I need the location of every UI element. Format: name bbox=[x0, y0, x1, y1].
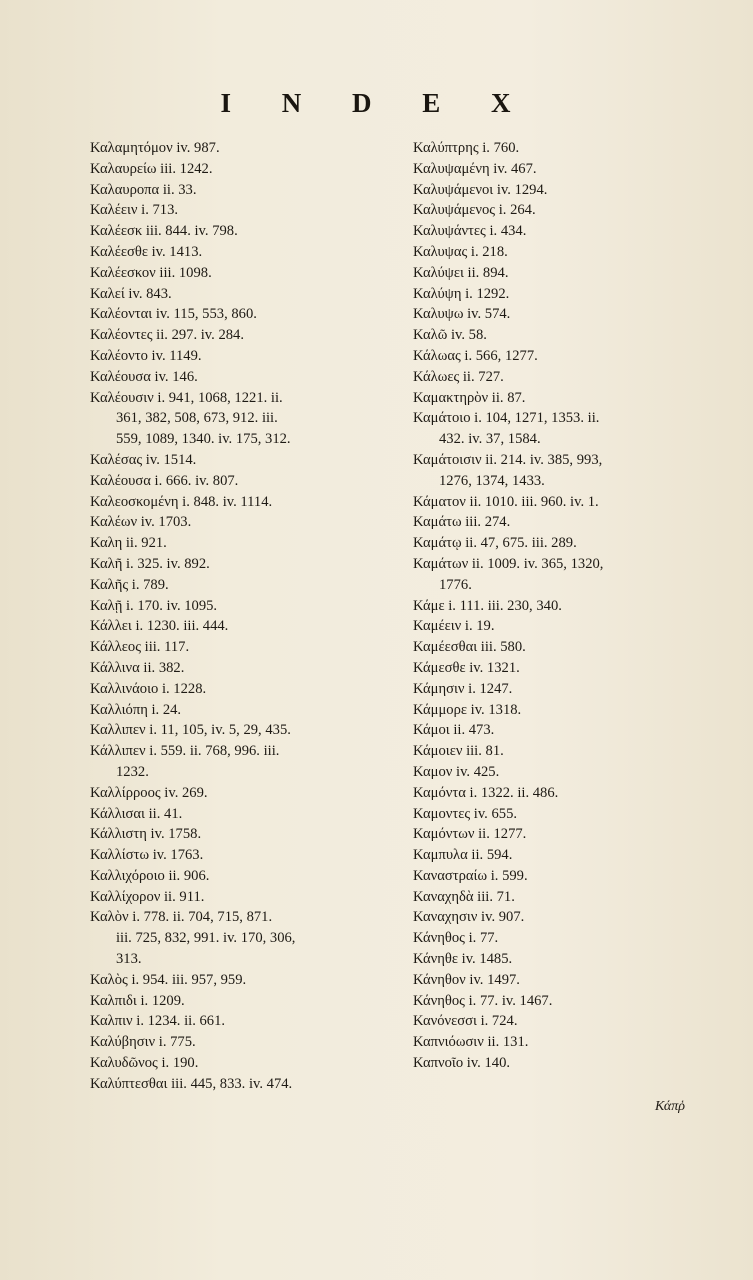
index-entry: Καμάτω iii. 274. bbox=[413, 514, 511, 531]
index-entry: Καλέεσκ iii. 844. iv. 798. bbox=[90, 223, 238, 240]
index-entry: Καλυψάντες i. 434. bbox=[413, 223, 527, 240]
index-entry: Καλύπτρης i. 760. bbox=[413, 140, 520, 156]
index-entry: Κανόνεσσι i. 724. bbox=[413, 1013, 518, 1030]
index-entry: Κάμμορε iv. 1318. bbox=[413, 701, 522, 718]
index-entry: Καλύψει ii. 894. bbox=[413, 264, 509, 281]
index-column-right bbox=[413, 138, 713, 1074]
index-entry: Καμάτοιο i. 104, 1271, 1353. ii. bbox=[413, 410, 600, 427]
index-entry: Καλυψάμενος i. 264. bbox=[413, 202, 536, 219]
index-entry: iii. 725, 832, 991. iv. 170, 306, bbox=[116, 930, 296, 947]
index-entry: Καλλίχορον ii. 911. bbox=[90, 888, 205, 905]
index-entry: Κάνηθε iv. 1485. bbox=[413, 951, 513, 968]
index-entry: Καλέεσκον iii. 1098. bbox=[90, 264, 212, 281]
index-column-left bbox=[90, 138, 390, 1095]
index-entry: Κάματον ii. 1010. iii. 960. iv. 1. bbox=[413, 493, 599, 510]
index-entry: Καμπυλα ii. 594. bbox=[413, 847, 513, 864]
index-entry: Καλέοντες ii. 297. iv. 284. bbox=[90, 327, 244, 344]
index-entry: Καμακτηρὸν ii. 87. bbox=[413, 389, 526, 406]
index-entry: Καλαυροπα ii. 33. bbox=[90, 181, 197, 198]
index-entry: Καμόντων ii. 1277. bbox=[413, 826, 527, 843]
index-entry: Καλὸν i. 778. ii. 704, 715, 871. bbox=[90, 909, 273, 926]
index-entry: Καλέων iv. 1703. bbox=[90, 514, 192, 531]
index-entry: Καλυδῶνος i. 190. bbox=[90, 1055, 199, 1072]
index-entry: Καλέειν i. 713. bbox=[90, 202, 179, 219]
index-entry: Κάλλιπεν i. 559. ii. 768, 996. iii. bbox=[90, 743, 280, 760]
index-entry: Καλῶ iv. 58. bbox=[413, 327, 487, 344]
index-entry: Κάμοιεν iii. 81. bbox=[413, 743, 504, 760]
index-entry: Καλλίστω iv. 1763. bbox=[90, 847, 204, 864]
index-entry: Κάμοι ii. 473. bbox=[413, 722, 495, 739]
index-entry: Καλλιχόροιο ii. 906. bbox=[90, 867, 210, 884]
index-entry: 432. iv. 37, 1584. bbox=[439, 431, 541, 448]
index-entry: Καμέεσθαι iii. 580. bbox=[413, 639, 526, 656]
index-entry: Κάλλει i. 1230. iii. 444. bbox=[90, 618, 229, 635]
index-entry: Καμάτῳ ii. 47, 675. iii. 289. bbox=[413, 535, 577, 552]
index-entry: 559, 1089, 1340. iv. 175, 312. bbox=[116, 431, 291, 448]
index-entry: Καλλίρροος iv. 269. bbox=[90, 784, 208, 801]
index-entry: Καλέουσα i. 666. iv. 807. bbox=[90, 472, 239, 489]
index-entry: Καλύψη i. 1292. bbox=[413, 285, 510, 302]
index-entry: Καλέουσα iv. 146. bbox=[90, 368, 198, 385]
index-entry: Καλαυρείω iii. 1242. bbox=[90, 160, 213, 177]
index-entry: Καλέεσθε iv. 1413. bbox=[90, 243, 203, 260]
index-entry: Καλυψαμένη iv. 467. bbox=[413, 160, 537, 177]
index-entry: Κάλλιστη iv. 1758. bbox=[90, 826, 202, 843]
index-entry: Κάμησιν i. 1247. bbox=[413, 680, 513, 697]
index-entry: Καλεοσκομένη i. 848. iv. 1114. bbox=[90, 493, 273, 510]
index-entry: Κάνηθον iv. 1497. bbox=[413, 971, 520, 988]
page-title: I N D E X bbox=[220, 88, 533, 118]
index-entry: Καλπιδι i. 1209. bbox=[90, 992, 185, 1009]
index-entry: Καλλιόπη i. 24. bbox=[90, 701, 182, 718]
index-entry: Καλῆς i. 789. bbox=[90, 576, 169, 593]
index-entry: Καλαμητόμον iv. 987. bbox=[90, 140, 220, 156]
index-entry: Κάνηθος i. 77. bbox=[413, 930, 499, 947]
index-entry: Κάλλεος iii. 117. bbox=[90, 639, 190, 656]
index-entry: Καπνιόωσιν ii. 131. bbox=[413, 1034, 529, 1051]
index-entry: 1776. bbox=[439, 576, 472, 593]
index-entry: Κάνηθος i. 77. iv. 1467. bbox=[413, 992, 553, 1009]
index-entry: Καπνοῖο iv. 140. bbox=[413, 1055, 511, 1072]
index-entry: Καλέουσιν i. 941, 1068, 1221. ii. bbox=[90, 389, 283, 406]
index-entry: Καμοντες iv. 655. bbox=[413, 805, 518, 822]
index-entry: Καλλιπεν i. 11, 105, iv. 5, 29, 435. bbox=[90, 722, 291, 739]
index-entry: Κάμε i. 111. iii. 230, 340. bbox=[413, 597, 562, 614]
index-entry: Καναχησιν iv. 907. bbox=[413, 909, 525, 926]
index-entry: 1276, 1374, 1433. bbox=[439, 472, 545, 489]
index-entry: Καλέονται iv. 115, 553, 860. bbox=[90, 306, 257, 323]
index-entry: 1232. bbox=[116, 763, 149, 780]
index-entry: Καναστραίω i. 599. bbox=[413, 867, 528, 884]
index-entry: Καναχηδὰ iii. 71. bbox=[413, 888, 515, 905]
index-entry: Καλη ii. 921. bbox=[90, 535, 167, 552]
index-entry: Κάλωες ii. 727. bbox=[413, 368, 504, 385]
catchword: Κάπῥ bbox=[655, 1099, 686, 1114]
index-entry: Καμον iv. 425. bbox=[413, 763, 500, 780]
index-entry: Καμέειν i. 19. bbox=[413, 618, 495, 635]
index-entry: Καλύβησιν i. 775. bbox=[90, 1034, 196, 1051]
index-entry: Καλλινάοιο i. 1228. bbox=[90, 680, 207, 697]
index-entry: Καλὸς i. 954. iii. 957, 959. bbox=[90, 971, 247, 988]
index-entry: Καλπιν i. 1234. ii. 661. bbox=[90, 1013, 226, 1030]
index-entry: Καλυψας i. 218. bbox=[413, 243, 508, 260]
index-entry: Καλέσας iv. 1514. bbox=[90, 451, 197, 468]
index-entry: Καλῇ i. 170. iv. 1095. bbox=[90, 597, 218, 614]
index-entry: Καλυψω iv. 574. bbox=[413, 306, 511, 323]
index-entry: Κάλωας i. 566, 1277. bbox=[413, 347, 538, 364]
index-entry: Καμάτοισιν ii. 214. iv. 385, 993, bbox=[413, 451, 603, 468]
index-entry: Καλύπτεσθαι iii. 445, 833. iv. 474. bbox=[90, 1075, 293, 1092]
index-entry: Καμόντα i. 1322. ii. 486. bbox=[413, 784, 559, 801]
index-entry: 313. bbox=[116, 951, 142, 968]
index-entry: Καμάτων ii. 1009. iv. 365, 1320, bbox=[413, 555, 604, 572]
index-entry: Καλεί iv. 843. bbox=[90, 285, 172, 302]
index-entry: Κάλλισαι ii. 41. bbox=[90, 805, 183, 822]
index-entry: Καλέοντο iv. 1149. bbox=[90, 347, 202, 364]
index-entry: 361, 382, 508, 673, 912. iii. bbox=[116, 410, 278, 427]
index-entry: Καλῆ i. 325. iv. 892. bbox=[90, 555, 210, 572]
index-entry: Κάμεσθε iv. 1321. bbox=[413, 659, 520, 676]
index-entry: Κάλλινα ii. 382. bbox=[90, 659, 185, 676]
index-entry: Καλυψάμενοι iv. 1294. bbox=[413, 181, 548, 198]
